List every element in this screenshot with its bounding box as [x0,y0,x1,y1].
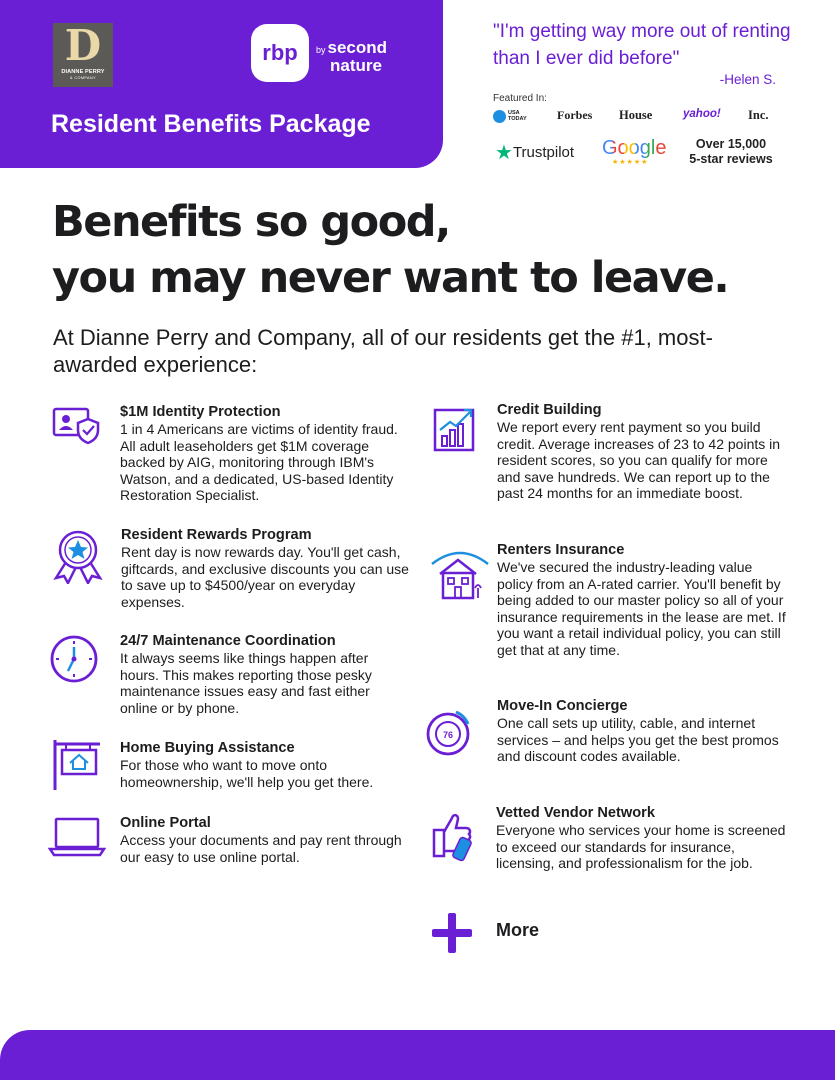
headline-line-2: you may never want to leave. [52,253,729,303]
benefit-body: For those who want to move onto homeownership, we'll help you get there. [120,757,374,790]
benefit-title: Online Portal [120,815,211,831]
second-nature-logo [316,40,387,74]
thermostat-icon [424,708,474,758]
benefit-body: Everyone who services your home is screened to exceed our standards for insurance, licensing, and professionalism for the job. [496,822,786,872]
benefit-title: Renters Insurance [497,542,625,558]
google-logo [602,137,667,160]
benefit-title: $1M Identity Protection [120,404,281,420]
laptop-icon [48,815,106,859]
featured-label: Featured In: [493,93,547,104]
logo-letter: D [64,21,102,70]
sn-by: by [316,45,326,55]
identity-shield-icon [52,405,102,445]
benefit-online-portal [120,815,410,865]
benefit-identity-protection [120,404,410,504]
today-word: TODAY [508,116,527,122]
benefit-body: Access your documents and pay rent through our easy to use online portal. [120,832,402,865]
reviews-line-1: Over 15,000 [695,137,767,151]
yahoo-logo: yahoo! [683,108,721,120]
inc-logo: Inc. [748,108,769,122]
benefit-body: We've secured the industry-leading value policy from an A-rated carrier. You'll benefit by being added to our master policy so all of your insurance requirements in the lease are met. If you want a retail individual policy, you can still get that at any time. [497,559,786,658]
usa-today-logo [508,110,527,122]
benefit-maintenance [120,633,410,716]
benefit-body: It always seems like things happen after hours. This makes reporting those pesky maintenance issues easy and fast either online or by phone. [120,650,372,716]
benefit-title: Home Buying Assistance [120,740,295,756]
plus-icon[interactable] [432,913,472,953]
benefit-body: One call sets up utility, cable, and internet services – and helps you get the best promos and discount codes available. [497,715,779,765]
more-link[interactable]: More [496,920,540,940]
reviews-count [676,137,786,167]
usa-word: USA [508,110,520,116]
forbes-logo: Forbes [557,108,593,122]
usa-today-icon [493,110,506,123]
google-rating-stars: ★★★★★ [612,158,649,166]
benefit-title: Credit Building [497,402,602,418]
clock-icon [48,633,100,685]
header-banner [0,0,443,168]
testimonial-quote: "I'm getting way more out of renting than I ever did before" [493,21,791,69]
benefit-body: Rent day is now rewards day. You'll get cash, giftcards, and exclusive discounts you can use to save up to $4500/year on everyday expenses. [121,544,409,610]
benefit-move-in-concierge [497,698,787,765]
rbp-logo [251,24,309,82]
award-ribbon-icon [52,528,104,584]
google-text: Google [602,137,667,159]
house-logo: House [619,108,653,122]
headline-line-1: Benefits so good, [52,197,450,247]
benefit-title: Move-In Concierge [497,698,628,714]
logo-name: DIANNE PERRY [61,69,105,75]
insured-house-icon [428,544,492,602]
house-sign-icon [52,738,102,790]
benefit-title: Resident Rewards Program [121,527,312,543]
benefit-renters-insurance [497,542,787,659]
thumbs-up-icon [428,806,478,862]
page-title: Resident Benefits Package [51,110,371,138]
main-headline [52,194,728,306]
benefit-credit-building [497,402,787,502]
testimonial-author: -Helen S. [719,72,776,87]
benefit-body: 1 in 4 Americans are victims of identity fraud. All adult leaseholders get $1M coverage backed by AIG, monitoring through IBM's Watson, and a dedicated, US-based Identity Restoration Specialist. [120,421,398,504]
reviews-line-2: 5-star reviews [689,152,773,166]
benefit-rewards-program [121,527,411,610]
growth-chart-icon [432,402,478,452]
trustpilot-text: Trustpilot [512,144,575,161]
sn-second: second [327,38,388,57]
benefit-title: Vetted Vendor Network [496,805,655,821]
benefit-title: 24/7 Maintenance Coordination [120,633,336,649]
rbp-text: rbp [262,40,298,65]
trustpilot-logo [495,140,574,165]
benefit-home-buying [120,740,410,790]
dianne-perry-logo [53,23,113,87]
logo-sub: & COMPANY [69,76,97,80]
footer-band [0,1030,835,1080]
thermostat-value: 76 [442,730,454,740]
intro-text: At Dianne Perry and Company, all of our residents get the #1, most-awarded experience: [53,325,713,377]
sn-nature: nature [330,56,382,75]
trustpilot-star-icon: ★ [495,142,513,164]
benefit-body: We report every rent payment so you build credit. Average increases of 23 to 42 points in resident scores, so you can qualify for more and save hundreds. We can report up to the past 24 months for an immediate boost. [497,419,781,502]
benefit-vendor-network [496,805,786,872]
